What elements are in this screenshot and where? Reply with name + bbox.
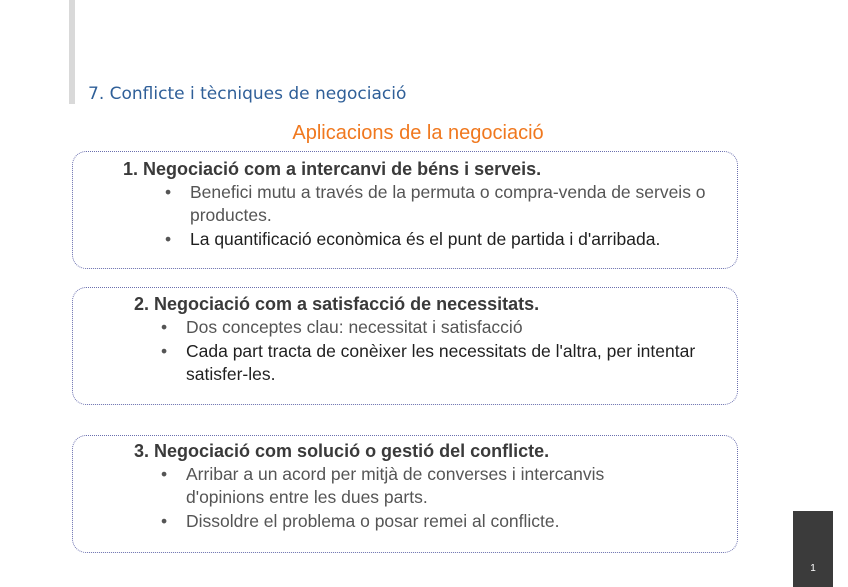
section-title: 7. Conflicte i tècniques de negociació: [88, 84, 407, 104]
list-item: [161, 463, 681, 509]
bullet-text: Benefici mutu a través de la permuta o compra-venda de serveis o productes.: [190, 182, 706, 225]
page-number-tab: [793, 511, 833, 587]
bullet-dot: •: [165, 182, 172, 202]
box-heading: 1. Negociació com a intercanvi de béns i serveis.: [123, 159, 542, 179]
bullet-text: Dos conceptes clau: necessitat i satisfacció: [186, 317, 523, 337]
bullet-list: [161, 316, 701, 387]
list-item: [161, 340, 701, 386]
content-box-conflict: [72, 435, 738, 553]
bullet-dot: •: [161, 341, 168, 361]
bullet-text: La quantificació econòmica és el punt de partida i d'arribada.: [190, 229, 661, 249]
bullet-text: Arribar a un acord per mitjà de converses i intercanvis d'opinions entre les dues parts.: [186, 464, 605, 507]
slide-heading: Aplicacions de la negociació: [292, 122, 544, 144]
bullet-text: Dissoldre el problema o posar remei al conflicte.: [186, 511, 560, 531]
bullet-dot: •: [161, 317, 168, 337]
bullet-dot: •: [161, 464, 168, 484]
bullet-list: [165, 181, 715, 252]
bullet-list: [161, 463, 681, 534]
list-item: [165, 228, 715, 251]
list-item: [161, 316, 701, 339]
box-heading: 2. Negociació com a satisfacció de necessitats.: [134, 294, 540, 314]
content-box-needs: [72, 287, 738, 405]
list-item: [161, 510, 681, 533]
left-accent-bar: [69, 0, 75, 104]
bullet-text: Cada part tracta de conèixer les necessitats de l'altra, per intentar satisfer-les.: [186, 341, 696, 384]
page-number: 1: [810, 563, 816, 574]
bullet-dot: •: [165, 229, 172, 249]
content-box-exchange: [72, 151, 738, 269]
box-heading: 3. Negociació com solució o gestió del conflicte.: [134, 441, 550, 461]
list-item: [165, 181, 715, 227]
bullet-dot: •: [161, 511, 168, 531]
